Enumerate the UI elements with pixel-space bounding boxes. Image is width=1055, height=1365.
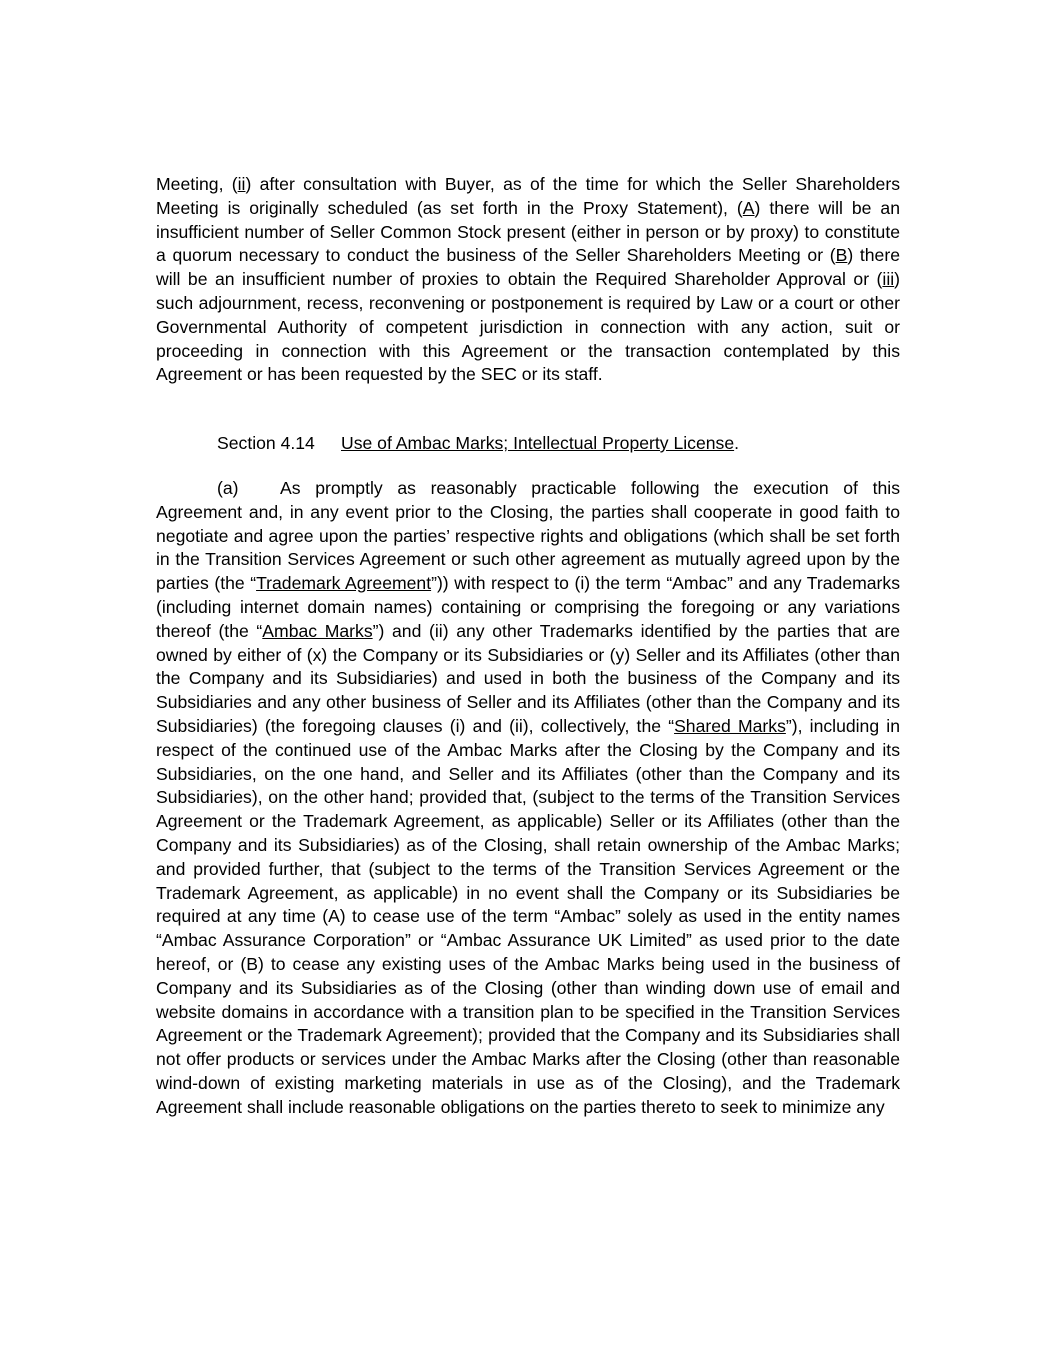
section-number: Section 4.14 bbox=[217, 433, 315, 453]
paragraph-a-ambac-marks bbox=[156, 477, 900, 1120]
p1-text-b: ) after consultation with Buyer, as of the time for which the Seller Shareholders Meeting is originally scheduled (as set forth in the Proxy Statement), ( bbox=[156, 174, 900, 218]
p2-text-a: As promptly as reasonably practicable following the execution of this Agreement and, in any event prior to the Closing, the parties shall cooperate in good faith to negotiate and agree upon the parties’ respective rights and obligations (which shall be set forth in the Transition Services Agreement or such other agreement as mutually agreed upon by the parties (the “ bbox=[156, 478, 900, 594]
p2-text-b: ”)) with respect to (i) the term “Ambac” and any Trademarks (including internet domain names) containing or comprising the foregoing or any variations thereof (the “ bbox=[156, 573, 900, 641]
paragraph-label: (a) bbox=[217, 478, 239, 498]
p2-text-d: ”), including in respect of the continued use of the Ambac Marks after the Closing by the Company and its Subsidiaries, on the one hand, and Seller and its Affiliates (other than the Company and its Subsidiaries), on the other hand; provided that, (subject to the terms of the Transition Services Agreement or the Trademark Agreement, as applicable) Seller or its Affiliates (other than the Company and its Subsidiaries) as of the Closing, shall retain ownership of the Ambac Marks; and provided further, that (subject to the terms of the Transition Services Agreement or the Trademark Agreement, as applicable) in no event shall the Company or its Subsidiaries be required at any time (A) to cease use of the term “Ambac” solely as used in the entity names “Ambac Assurance Corporation” or “Ambac Assurance UK Limited” as used prior to the date hereof, or (B) to cease any existing uses of the Ambac Marks being used in the business of Company and its Subsidiaries as of the Closing (other than winding down use of email and website domains in accordance with a transition plan to be specified in the Transition Services Agreement or the Trademark Agreement); provided that the Company and its Subsidiaries shall not offer products or services under the Ambac Marks after the Closing (other than reasonable wind-down of existing marketing materials in use as of the Closing), and the Trademark Agreement shall include reasonable obligations on the parties thereto to seek to minimize any bbox=[156, 715, 900, 1117]
section-title: Use of Ambac Marks; Intellectual Property License bbox=[341, 433, 735, 453]
p2-text-c: ”) and (ii) any other Trademarks identified by the parties that are owned by either of (x) the Company or its Subsidiaries or (y) Seller and its Affiliates (other than the Company and its Subsidiaries) and used in both the business of the Company and its Subsidiaries and any other business of Seller and its Affiliates (other than the Company and its Subsidiaries) (the foregoing clauses (i) and (ii), collectively, the “ bbox=[156, 620, 900, 736]
ref-A: A bbox=[742, 197, 755, 218]
p1-text-d: ) there will be an insufficient number of proxies to obtain the Required Shareholder Approval or ( bbox=[156, 245, 900, 290]
paragraph-meeting-adjournment bbox=[156, 173, 900, 387]
ref-ii: ii bbox=[237, 174, 246, 194]
p1-text-a: Meeting, ( bbox=[156, 174, 238, 194]
defined-term-shared-marks: Shared Marks bbox=[674, 715, 786, 736]
section-heading bbox=[156, 432, 900, 456]
section-period: . bbox=[734, 433, 739, 453]
p1-text-c: ) there will be an insufficient number of Seller Common Stock present (either in person or by proxy) to constitute a quorum necessary to conduct the business of the Seller Shareholders Meeting or ( bbox=[156, 197, 900, 266]
ref-B: B bbox=[835, 245, 848, 266]
defined-term-trademark-agreement: Trademark Agreement bbox=[256, 573, 432, 594]
defined-term-ambac-marks: Ambac Marks bbox=[262, 620, 373, 641]
ref-iii: iii bbox=[882, 269, 895, 290]
p1-text-e: ) such adjournment, recess, reconvening or postponement is required by Law or a court or other Governmental Authority of competent jurisdiction in connection with any action, suit or proceeding in connection with this Agreement or the transaction contemplated by this Agreement or has been requested by the SEC or its staff. bbox=[156, 269, 900, 385]
